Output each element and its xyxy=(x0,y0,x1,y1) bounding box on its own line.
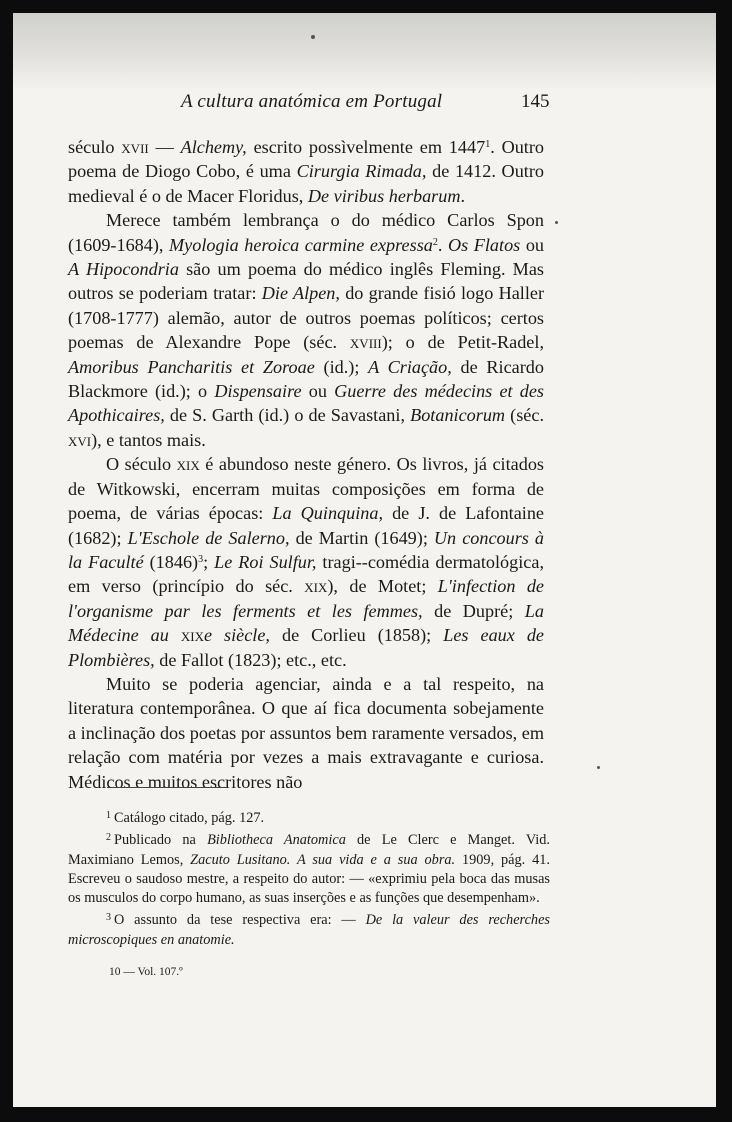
footnote-1: $^1$ Catálogo citado, pág. 127. xyxy=(106,810,265,826)
body-text xyxy=(68,135,544,794)
paragraph-4: Muito se poderia agenciar, ainda e a tal respeito, na literatura contemporânea. O que aí fica documenta sobejamente a inclinação dos poetas por assuntos bem raramente versados, em relação com matéria por vezes a mais extravagante e curiosa. Médicos e muitos escritores não xyxy=(68,673,544,792)
page-number: 145 xyxy=(521,91,550,112)
running-title: A cultura anatómica em Portugal xyxy=(181,91,443,112)
footnote-ref-1: 1 xyxy=(485,139,491,150)
book-page xyxy=(13,13,716,1107)
page-header xyxy=(13,91,716,117)
scan-speck xyxy=(555,221,558,224)
paragraph-3: O século xix é abundoso neste género. Os livros, já citados de Witkowski, encerram muitas composições em forma de poema, de várias épocas: La Quinquina, de J. de Lafontaine (1682); L'Eschole de Salerno, de Martin (1649); Un concours à la Faculté $(1846)^3$; Le Roi Sulfur, tragi--comédia dermatológica, em verso (princípio do séc. xix), de Motet; L'infection de l'organisme par les ferments et les femmes, de Dupré; La Médecine au xixe siècle, de Corlieu (1858); Les eaux de Plombières, de Fallot (1823); etc., etc. xyxy=(68,454,545,670)
footnote-divider xyxy=(107,787,227,788)
footnote-3: $^3$ O assunto da tese respectiva era: — De la valeur des recherches microscopiques en anatomie. xyxy=(68,912,550,948)
footnote-ref-2: 2 xyxy=(432,236,438,248)
footnote-2: $^2$ Publicado na Bibliotheca Anatomica de Le Clerc e Manget. Vid. Maximiano Lemos, Zacuto Lusitano. A sua vida e a sua obra. 1909, pág. 41. Escreveu o saudoso mestre, a respeito do autor: — «exprimiu pela boca das musas os musculos do corpo humano, as suas inserções e as funções que desempenham». xyxy=(68,832,550,907)
paragraph-2: Merece também lembrança o do médico Carlos Spon (1609-1684), Myologia heroica carmine expressa$^2$. Os Flatos ou A Hipocondria são um poema do médico inglês Fleming. Mas outros se poderiam tratar: Die Alpen, do grande fisió logo Haller (1708-1777) alemão, autor de outros poemas políticos; certos poemas de Alexandre Pope (séc. xviii); o de Petit-Radel, Amoribus Pancharitis et Zoroae (id.); A Criação, de Ricardo Blackmore (id.); o Dispensaire ou Guerre des médecins et des Apothicaires, de S. Garth (id.) o de Savastani, Botanicorum (séc. xvi), e tantos mais. xyxy=(68,210,545,450)
footnotes xyxy=(68,806,550,950)
signature-mark: 10 — Vol. 107.º xyxy=(109,966,183,978)
footnote-ref-3: 3 xyxy=(198,553,204,565)
scan-speck xyxy=(311,35,315,39)
scan-speck xyxy=(597,766,600,769)
paragraph-1: século xvii — Alchemy, escrito possìvelmente em 1447$^1$. Outro poema de Diogo Cobo, é uma Cirurgia Rimada, de 1412. Outro medieval é o de Macer Floridus, De viribus herbarum. xyxy=(68,137,544,206)
scan-shadow xyxy=(13,13,716,91)
